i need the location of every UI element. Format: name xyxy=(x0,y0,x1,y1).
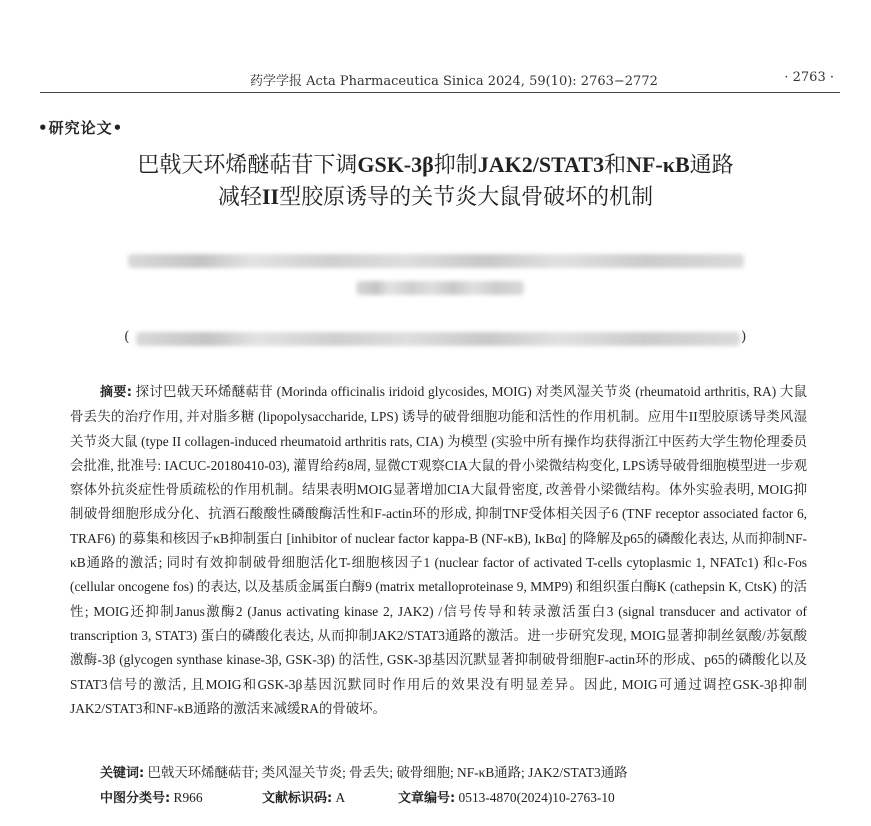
doc-label: 文献标识码: xyxy=(262,791,333,806)
blurred-authors-line-1 xyxy=(128,254,744,268)
title-part-latin: JAK2/STAT3 xyxy=(477,152,605,177)
title-part-latin: GSK-3β xyxy=(357,152,434,177)
abstract-label: 摘要: xyxy=(100,385,132,400)
article-title-line-1 xyxy=(0,148,871,179)
blurred-affiliation xyxy=(136,332,740,346)
running-header xyxy=(40,70,840,92)
article-label: 文章编号: xyxy=(398,791,456,806)
title-part-latin: II xyxy=(261,184,280,209)
header-rule xyxy=(40,92,840,93)
blurred-authors-line-2 xyxy=(356,281,524,295)
title-part: 巴戟天环烯醚萜苷下调 xyxy=(137,153,358,178)
affiliation-close-paren: ) xyxy=(741,329,747,345)
clc-label: 中图分类号: xyxy=(100,791,171,806)
article-title-line-2 xyxy=(0,180,871,211)
keywords-text: 巴戟天环烯醚萜苷; 类风湿关节炎; 骨丢失; 破骨细胞; NF-κB通路; JAK2/STAT3通路 xyxy=(144,765,628,780)
keywords-label: 关键词: xyxy=(100,766,145,781)
title-part: 和 xyxy=(604,153,627,178)
article-value: 0513-4870(2024)10-2763-10 xyxy=(455,790,615,805)
keywords xyxy=(100,762,820,781)
clc-value: R966 xyxy=(170,790,203,805)
title-part: 型胶原诱导的关节炎大鼠骨破坏的机制 xyxy=(279,185,654,210)
title-part-latin: NF-κB xyxy=(626,152,690,177)
clc-number xyxy=(100,787,203,806)
doc-value: A xyxy=(332,790,346,805)
title-part: 减轻 xyxy=(217,185,262,210)
page-number: · 2763 · xyxy=(784,70,834,85)
abstract-text: 探讨巴戟天环烯醚萜苷 (Morinda officinalis iridoid glycosides, MOIG) 对类风湿关节炎 (rheumatoid arthritis, RA) 大鼠骨丢失的治疗作用, 并对脂多糖 (lipopolysaccharide, LPS) 诱导的破骨细胞功能和活性的作用机制。应用牛II型胶原诱导类风湿关节炎大鼠 (type II collagen-induced rheumatoid arthritis rats, CIA) 为模型 (实验中所有操作均获得浙江中医药大学生物伦理委员会批准, 批准号: IACUC-20180410-03), 灌胃给药8周, 显微CT观察CIA大鼠的骨小梁微结构变化, LPS诱导破骨细胞模型进一步观察体外抗炎症性骨质疏松的作用机制。结果表明MOIG显著增加CIA大鼠骨密度, 改善骨小梁微结构。体外实验表明, MOIG抑制破骨细胞形成分化、抗酒石酸酸性磷酸酶活性和F-actin环的形成, 抑制TNF受体相关因子6 (TNF receptor associated factor 6, TRAF6) 的募集和核因子κB抑制蛋白 [inhibitor of nuclear factor kappa-B (NF-κB), IκBα] 的降解及p65的磷酸化表达, 从而抑制NF-κB通路的激活; 同时有效抑制破骨细胞活化T-细胞核因子1 (nuclear factor of activated T-cells cytoplasmic 1, NFATc1) 和c-Fos (cellular oncogene fos) 的表达, 以及基质金属蛋白酶9 (matrix metalloproteinase 9, MMP9) 和组织蛋白酶K (cathepsin K, CtsK) 的活性; MOIG还抑制Janus激酶2 (Janus activating kinase 2, JAK2) /信号传导和转录激活蛋白3 (signal transducer and activator of transcription 3, STAT3) 蛋白的磷酸化表达, 从而抑制JAK2/STAT3通路的激活。进一步研究发现, MOIG显著抑制丝氨酸/苏氨酸激酶-3β (glycogen synthase kinase-3β, GSK-3β) 的活性, GSK-3β基因沉默显著抑制破骨细胞F-actin环的形成、p65的磷酸化以及STAT3信号的激活, 且MOIG和GSK-3β基因沉默同时作用后的效果没有明显差异。因此, MOIG可通过调控GSK-3β抑制JAK2/STAT3和NF-κB通路的激活来减缓RA的骨破坏。 xyxy=(70,384,807,716)
affiliation-open-paren: ( xyxy=(124,329,130,345)
title-part: 通路 xyxy=(689,153,734,178)
section-label: •研究论文• xyxy=(38,119,124,137)
article-number xyxy=(398,787,615,806)
abstract xyxy=(70,380,807,721)
title-part: 抑制 xyxy=(433,153,478,178)
journal-citation: 药学学报 Acta Pharmaceutica Sinica 2024, 59(10): 2763−2772 xyxy=(250,74,658,89)
document-code xyxy=(262,787,345,806)
